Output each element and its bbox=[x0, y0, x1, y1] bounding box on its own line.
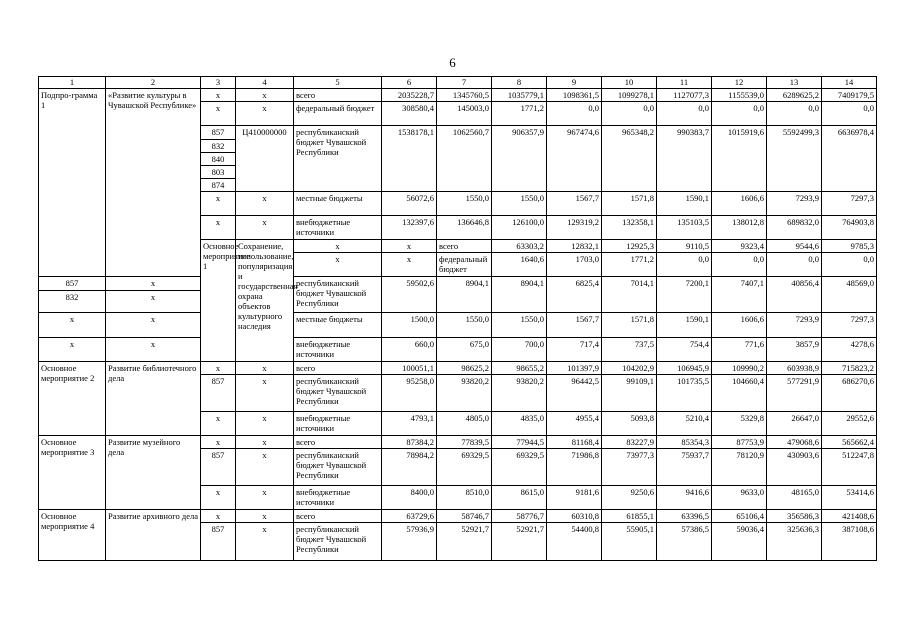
value-cell: 675,0 bbox=[437, 338, 492, 362]
value-cell: 967474,6 bbox=[547, 126, 602, 192]
target-code: х bbox=[236, 486, 294, 510]
target-code: х bbox=[106, 277, 201, 291]
value-cell: 26647,0 bbox=[767, 412, 822, 436]
value-cell: 1345760,5 bbox=[437, 89, 492, 102]
value-cell: 145003,0 bbox=[437, 102, 492, 126]
funding-source: местные бюджеты bbox=[294, 192, 382, 216]
value-cell: 9785,3 bbox=[822, 240, 877, 253]
value-cell: 689832,0 bbox=[767, 216, 822, 240]
budget-table bbox=[38, 76, 877, 561]
target-code: х bbox=[236, 523, 294, 561]
value-cell: 60310,8 bbox=[547, 510, 602, 523]
value-cell: 479068,6 bbox=[767, 436, 822, 449]
kbk-code: 832 bbox=[39, 291, 106, 313]
value-cell: 58746,7 bbox=[437, 510, 492, 523]
section-description: Сохранение, использование, популяризация и государственная охрана объектов культурного наследия bbox=[236, 240, 294, 362]
value-cell: 7297,3 bbox=[822, 313, 877, 338]
value-cell: 1155539,0 bbox=[712, 89, 767, 102]
value-cell: 9544,6 bbox=[767, 240, 822, 253]
kbk-code: 857 bbox=[201, 523, 236, 561]
value-cell: 512247,8 bbox=[822, 449, 877, 486]
column-header-3: 3 bbox=[201, 77, 236, 89]
section-description: Развитие архивного дела bbox=[106, 510, 201, 561]
value-cell: 61855,1 bbox=[602, 510, 657, 523]
value-cell: 754,4 bbox=[657, 338, 712, 362]
value-cell: 9416,6 bbox=[657, 486, 712, 510]
value-cell: 98625,2 bbox=[437, 362, 492, 375]
value-cell: 356586,3 bbox=[767, 510, 822, 523]
section-name: Основное мероприятие 1 bbox=[201, 240, 236, 362]
kbk-code: х bbox=[201, 216, 236, 240]
value-cell: 0,0 bbox=[767, 102, 822, 126]
value-cell: 1099278,1 bbox=[602, 89, 657, 102]
value-cell: 98655,2 bbox=[492, 362, 547, 375]
kbk-code: х bbox=[201, 412, 236, 436]
value-cell: 9110,5 bbox=[657, 240, 712, 253]
value-cell: 135103,5 bbox=[657, 216, 712, 240]
value-cell: 101397,9 bbox=[547, 362, 602, 375]
kbk-code: 857 bbox=[39, 277, 106, 291]
target-code: х bbox=[236, 362, 294, 375]
value-cell: 8904,1 bbox=[437, 277, 492, 313]
target-code: х bbox=[236, 102, 294, 126]
value-cell: 0,0 bbox=[657, 102, 712, 126]
kbk-code: х bbox=[201, 362, 236, 375]
value-cell: 52921,7 bbox=[492, 523, 547, 561]
header-row bbox=[39, 77, 877, 89]
section-description: Развитие музейного дела bbox=[106, 436, 201, 510]
section-name: Основное мероприятие 3 bbox=[39, 436, 106, 510]
column-header-8: 8 bbox=[492, 77, 547, 89]
table-row bbox=[39, 89, 877, 102]
value-cell: 8615,0 bbox=[492, 486, 547, 510]
funding-source: внебюджетные источники bbox=[294, 412, 382, 436]
value-cell: 55905,1 bbox=[602, 523, 657, 561]
value-cell: 57936,9 bbox=[382, 523, 437, 561]
column-header-1: 1 bbox=[39, 77, 106, 89]
value-cell: 57386,5 bbox=[657, 523, 712, 561]
value-cell: 12832,1 bbox=[547, 240, 602, 253]
column-header-9: 9 bbox=[547, 77, 602, 89]
value-cell: 1015919,6 bbox=[712, 126, 767, 192]
column-header-12: 12 bbox=[712, 77, 767, 89]
column-header-6: 6 bbox=[382, 77, 437, 89]
value-cell: 9323,4 bbox=[712, 240, 767, 253]
value-cell: 78120,9 bbox=[712, 449, 767, 486]
funding-source: внебюджетные источники bbox=[294, 216, 382, 240]
value-cell: 63729,6 bbox=[382, 510, 437, 523]
funding-source: республиканский бюджет Чувашской Республики bbox=[294, 523, 382, 561]
value-cell: 132397,6 bbox=[382, 216, 437, 240]
funding-source: федеральный бюджет bbox=[294, 102, 382, 126]
value-cell: 1538178,1 bbox=[382, 126, 437, 192]
target-code: Ц410000000 bbox=[236, 126, 294, 192]
value-cell: 603938,9 bbox=[767, 362, 822, 375]
value-cell: 771,6 bbox=[712, 338, 767, 362]
value-cell: 58776,7 bbox=[492, 510, 547, 523]
value-cell: 77839,5 bbox=[437, 436, 492, 449]
value-cell: 1127077,3 bbox=[657, 89, 712, 102]
value-cell: 83227,9 bbox=[602, 436, 657, 449]
value-cell: 700,0 bbox=[492, 338, 547, 362]
value-cell: 1098361,5 bbox=[547, 89, 602, 102]
target-code: х bbox=[382, 240, 437, 253]
table-row bbox=[39, 313, 877, 338]
column-header-4: 4 bbox=[236, 77, 294, 89]
value-cell: 59502,6 bbox=[382, 277, 437, 313]
value-cell: 308580,4 bbox=[382, 102, 437, 126]
value-cell: 6289625,2 bbox=[767, 89, 822, 102]
value-cell: 0,0 bbox=[822, 253, 877, 277]
value-cell: 129319,2 bbox=[547, 216, 602, 240]
value-cell: 7297,3 bbox=[822, 192, 877, 216]
value-cell: 0,0 bbox=[657, 253, 712, 277]
value-cell: 75937,7 bbox=[657, 449, 712, 486]
value-cell: 387108,6 bbox=[822, 523, 877, 561]
value-cell: 7293,9 bbox=[767, 313, 822, 338]
value-cell: 1771,2 bbox=[602, 253, 657, 277]
value-cell: 126100,0 bbox=[492, 216, 547, 240]
table-row bbox=[39, 338, 877, 362]
column-header-13: 13 bbox=[767, 77, 822, 89]
value-cell: 7409179,5 bbox=[822, 89, 877, 102]
value-cell: 1567,7 bbox=[547, 313, 602, 338]
section-description: «Развитие культуры в Чувашской Республике» bbox=[106, 89, 201, 277]
value-cell: 96442,5 bbox=[547, 375, 602, 412]
target-code: х bbox=[236, 412, 294, 436]
value-cell: 6825,4 bbox=[547, 277, 602, 313]
table-row bbox=[39, 277, 877, 291]
column-header-7: 7 bbox=[437, 77, 492, 89]
page-number: 6 bbox=[449, 55, 456, 70]
target-code: х bbox=[106, 338, 201, 362]
target-code: х bbox=[236, 510, 294, 523]
table-row bbox=[39, 510, 877, 523]
value-cell: 106945,9 bbox=[657, 362, 712, 375]
value-cell: 715823,2 bbox=[822, 362, 877, 375]
kbk-code: 857 bbox=[201, 449, 236, 486]
value-cell: 1062560,7 bbox=[437, 126, 492, 192]
kbk-code: х bbox=[201, 486, 236, 510]
value-cell: 717,4 bbox=[547, 338, 602, 362]
value-cell: 2035228,7 bbox=[382, 89, 437, 102]
value-cell: 565662,4 bbox=[822, 436, 877, 449]
value-cell: 1550,0 bbox=[437, 192, 492, 216]
column-header-11: 11 bbox=[657, 77, 712, 89]
value-cell: 52921,7 bbox=[437, 523, 492, 561]
funding-source: всего bbox=[437, 240, 492, 253]
value-cell: 100051,1 bbox=[382, 362, 437, 375]
value-cell: 430903,6 bbox=[767, 449, 822, 486]
value-cell: 63303,2 bbox=[492, 240, 547, 253]
funding-source: внебюджетные источники bbox=[294, 338, 382, 362]
value-cell: 95258,0 bbox=[382, 375, 437, 412]
value-cell: 4835,0 bbox=[492, 412, 547, 436]
value-cell: 0,0 bbox=[602, 102, 657, 126]
kbk-code: х bbox=[201, 102, 236, 126]
value-cell: 764903,8 bbox=[822, 216, 877, 240]
section-name: Основное мероприятие 2 bbox=[39, 362, 106, 436]
funding-source: всего bbox=[294, 510, 382, 523]
value-cell: 9633,0 bbox=[712, 486, 767, 510]
value-cell: 5592499,3 bbox=[767, 126, 822, 192]
funding-source: всего bbox=[294, 362, 382, 375]
funding-source: местные бюджеты bbox=[294, 313, 382, 338]
value-cell: 48569,0 bbox=[822, 277, 877, 313]
section-name: Подпро-грамма 1 bbox=[39, 89, 106, 277]
target-code: х bbox=[106, 313, 201, 338]
target-code: х bbox=[236, 449, 294, 486]
kbk-code: х bbox=[39, 338, 106, 362]
kbk-code: 840 bbox=[201, 153, 236, 166]
value-cell: 29552,6 bbox=[822, 412, 877, 436]
value-cell: 48165,0 bbox=[767, 486, 822, 510]
value-cell: 3857,9 bbox=[767, 338, 822, 362]
funding-source: республиканский бюджет Чувашской Республики bbox=[294, 126, 382, 192]
value-cell: 104660,4 bbox=[712, 375, 767, 412]
value-cell: 136646,8 bbox=[437, 216, 492, 240]
value-cell: 4278,6 bbox=[822, 338, 877, 362]
kbk-code: х bbox=[201, 436, 236, 449]
value-cell: 1606,6 bbox=[712, 313, 767, 338]
value-cell: 54400,8 bbox=[547, 523, 602, 561]
target-code: х bbox=[236, 89, 294, 102]
target-code: х bbox=[236, 375, 294, 412]
kbk-code: 857 bbox=[201, 126, 236, 140]
value-cell: 8400,0 bbox=[382, 486, 437, 510]
kbk-code: х bbox=[294, 240, 382, 253]
value-cell: 0,0 bbox=[712, 253, 767, 277]
value-cell: 7014,1 bbox=[602, 277, 657, 313]
value-cell: 40856,4 bbox=[767, 277, 822, 313]
value-cell: 87384,2 bbox=[382, 436, 437, 449]
table-row bbox=[39, 436, 877, 449]
funding-source: федеральный бюджет bbox=[437, 253, 492, 277]
value-cell: 93820,2 bbox=[437, 375, 492, 412]
value-cell: 4805,0 bbox=[437, 412, 492, 436]
value-cell: 12925,3 bbox=[602, 240, 657, 253]
value-cell: 990383,7 bbox=[657, 126, 712, 192]
target-code: х bbox=[236, 216, 294, 240]
kbk-code: х bbox=[39, 313, 106, 338]
value-cell: 73977,3 bbox=[602, 449, 657, 486]
value-cell: 1590,1 bbox=[657, 192, 712, 216]
value-cell: 1550,0 bbox=[437, 313, 492, 338]
funding-source: республиканский бюджет Чувашской Республики bbox=[294, 449, 382, 486]
value-cell: 8904,1 bbox=[492, 277, 547, 313]
value-cell: 325636,3 bbox=[767, 523, 822, 561]
value-cell: 9181,6 bbox=[547, 486, 602, 510]
value-cell: 77944,5 bbox=[492, 436, 547, 449]
value-cell: 65106,4 bbox=[712, 510, 767, 523]
value-cell: 4793,1 bbox=[382, 412, 437, 436]
value-cell: 6636978,4 bbox=[822, 126, 877, 192]
value-cell: 63396,5 bbox=[657, 510, 712, 523]
value-cell: 686270,6 bbox=[822, 375, 877, 412]
value-cell: 71986,8 bbox=[547, 449, 602, 486]
value-cell: 8510,0 bbox=[437, 486, 492, 510]
value-cell: 69329,5 bbox=[492, 449, 547, 486]
funding-source: республиканский бюджет Чувашской Республики bbox=[294, 277, 382, 313]
value-cell: 1590,1 bbox=[657, 313, 712, 338]
table-row bbox=[39, 362, 877, 375]
value-cell: 4955,4 bbox=[547, 412, 602, 436]
funding-source: республиканский бюджет Чувашской Республики bbox=[294, 375, 382, 412]
value-cell: 81168,4 bbox=[547, 436, 602, 449]
column-header-14: 14 bbox=[822, 77, 877, 89]
target-code: х bbox=[236, 436, 294, 449]
kbk-code: 857 bbox=[201, 375, 236, 412]
value-cell: 78984,2 bbox=[382, 449, 437, 486]
value-cell: 1606,6 bbox=[712, 192, 767, 216]
column-header-5: 5 bbox=[294, 77, 382, 89]
value-cell: 104202,9 bbox=[602, 362, 657, 375]
value-cell: 7407,1 bbox=[712, 277, 767, 313]
value-cell: 56072,6 bbox=[382, 192, 437, 216]
column-header-10: 10 bbox=[602, 77, 657, 89]
value-cell: 59036,4 bbox=[712, 523, 767, 561]
value-cell: 0,0 bbox=[547, 102, 602, 126]
value-cell: 1500,0 bbox=[382, 313, 437, 338]
section-name: Основное мероприятие 4 bbox=[39, 510, 106, 561]
target-code: х bbox=[382, 253, 437, 277]
value-cell: 1771,2 bbox=[492, 102, 547, 126]
value-cell: 1571,8 bbox=[602, 313, 657, 338]
target-code: х bbox=[236, 192, 294, 216]
value-cell: 0,0 bbox=[767, 253, 822, 277]
value-cell: 660,0 bbox=[382, 338, 437, 362]
value-cell: 577291,9 bbox=[767, 375, 822, 412]
value-cell: 85354,3 bbox=[657, 436, 712, 449]
value-cell: 5210,4 bbox=[657, 412, 712, 436]
kbk-code: 803 bbox=[201, 166, 236, 179]
value-cell: 1640,6 bbox=[492, 253, 547, 277]
value-cell: 1550,0 bbox=[492, 313, 547, 338]
value-cell: 421408,6 bbox=[822, 510, 877, 523]
target-code: х bbox=[106, 291, 201, 313]
value-cell: 9250,6 bbox=[602, 486, 657, 510]
funding-source: всего bbox=[294, 436, 382, 449]
value-cell: 138012,8 bbox=[712, 216, 767, 240]
value-cell: 53414,6 bbox=[822, 486, 877, 510]
value-cell: 737,5 bbox=[602, 338, 657, 362]
value-cell: 1035779,1 bbox=[492, 89, 547, 102]
value-cell: 93820,2 bbox=[492, 375, 547, 412]
kbk-code: 874 bbox=[201, 179, 236, 192]
funding-source: всего bbox=[294, 89, 382, 102]
value-cell: 0,0 bbox=[712, 102, 767, 126]
value-cell: 87753,9 bbox=[712, 436, 767, 449]
value-cell: 99109,1 bbox=[602, 375, 657, 412]
value-cell: 1567,7 bbox=[547, 192, 602, 216]
funding-source: внебюджетные источники bbox=[294, 486, 382, 510]
column-header-2: 2 bbox=[106, 77, 201, 89]
value-cell: 965348,2 bbox=[602, 126, 657, 192]
kbk-code: х bbox=[201, 192, 236, 216]
kbk-code: х bbox=[201, 89, 236, 102]
value-cell: 132358,1 bbox=[602, 216, 657, 240]
value-cell: 5329,8 bbox=[712, 412, 767, 436]
value-cell: 101735,5 bbox=[657, 375, 712, 412]
value-cell: 109990,2 bbox=[712, 362, 767, 375]
value-cell: 7200,1 bbox=[657, 277, 712, 313]
value-cell: 5093,8 bbox=[602, 412, 657, 436]
value-cell: 0,0 bbox=[822, 102, 877, 126]
value-cell: 7293,9 bbox=[767, 192, 822, 216]
kbk-code: х bbox=[201, 510, 236, 523]
value-cell: 69329,5 bbox=[437, 449, 492, 486]
value-cell: 1703,0 bbox=[547, 253, 602, 277]
kbk-code: 832 bbox=[201, 140, 236, 153]
kbk-code: х bbox=[294, 253, 382, 277]
section-description: Развитие библиотечного дела bbox=[106, 362, 201, 436]
value-cell: 1550,0 bbox=[492, 192, 547, 216]
value-cell: 1571,8 bbox=[602, 192, 657, 216]
value-cell: 906357,9 bbox=[492, 126, 547, 192]
